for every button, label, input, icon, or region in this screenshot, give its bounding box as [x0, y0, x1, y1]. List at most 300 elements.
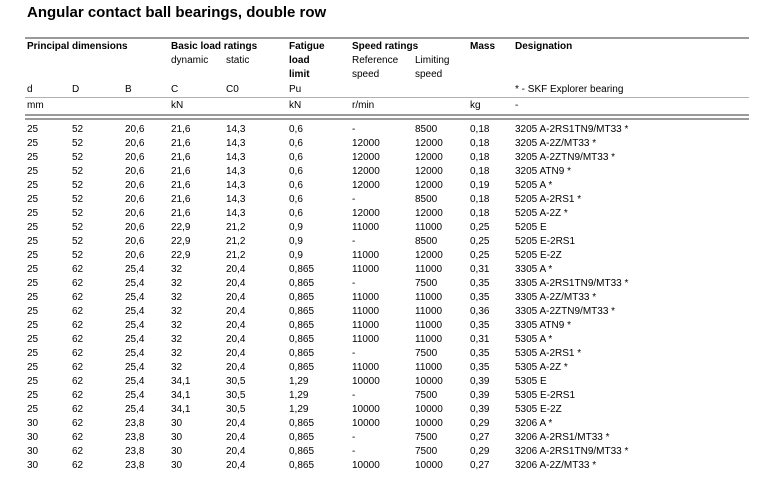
table-row	[0, 291, 757, 305]
header-speed-ratings: Speed ratings	[352, 41, 419, 52]
cell-mass: 0,27	[470, 432, 490, 443]
body-rule-1	[25, 114, 749, 116]
table-row	[0, 389, 757, 403]
cell-C: 30	[171, 418, 183, 429]
cell-B: 20,6	[125, 250, 145, 261]
cell-C: 22,9	[171, 222, 191, 233]
cell-reference-speed: -	[352, 278, 356, 289]
cell-designation: 3206 A *	[515, 418, 553, 429]
cell-D: 62	[72, 334, 84, 345]
header-fatigue: Fatigue	[289, 41, 325, 52]
cell-d: 25	[27, 376, 39, 387]
cell-C0: 14,3	[226, 208, 246, 219]
cell-B: 23,8	[125, 446, 145, 457]
cell-d: 25	[27, 180, 39, 191]
symbol-C: C	[171, 84, 179, 95]
cell-C: 32	[171, 306, 183, 317]
cell-designation: 5305 E-2Z	[515, 404, 562, 415]
subheader-limiting-speed: speed	[415, 69, 443, 80]
cell-C: 34,1	[171, 404, 191, 415]
cell-C0: 20,4	[226, 348, 246, 359]
cell-Pu: 0,865	[289, 432, 315, 443]
cell-D: 62	[72, 292, 84, 303]
cell-mass: 0,18	[470, 124, 490, 135]
cell-D: 52	[72, 152, 84, 163]
cell-B: 25,4	[125, 292, 145, 303]
table-row	[0, 445, 757, 459]
cell-limiting-speed: 7500	[415, 348, 438, 359]
cell-B: 20,6	[125, 208, 145, 219]
cell-mass: 0,39	[470, 390, 490, 401]
cell-Pu: 0,9	[289, 250, 303, 261]
cell-D: 62	[72, 446, 84, 457]
cell-reference-speed: 12000	[352, 166, 380, 177]
cell-C: 21,6	[171, 124, 191, 135]
table-row	[0, 347, 757, 361]
cell-d: 25	[27, 138, 39, 149]
cell-designation: 5305 A-2RS1 *	[515, 348, 582, 359]
unit-kn-fatigue: kN	[289, 100, 302, 111]
cell-limiting-speed: 10000	[415, 376, 443, 387]
cell-Pu: 0,6	[289, 138, 303, 149]
cell-C: 22,9	[171, 236, 191, 247]
cell-d: 25	[27, 390, 39, 401]
cell-designation: 5305 A-2Z *	[515, 362, 568, 373]
cell-D: 62	[72, 306, 84, 317]
cell-mass: 0,39	[470, 376, 490, 387]
cell-reference-speed: 11000	[352, 264, 380, 275]
cell-designation: 5205 E-2Z	[515, 250, 562, 261]
cell-mass: 0,35	[470, 278, 490, 289]
cell-B: 25,4	[125, 348, 145, 359]
cell-d: 25	[27, 208, 39, 219]
cell-C: 32	[171, 264, 183, 275]
cell-d: 30	[27, 460, 39, 471]
cell-mass: 0,35	[470, 362, 490, 373]
header-designation: Designation	[515, 41, 573, 52]
cell-d: 25	[27, 152, 39, 163]
cell-limiting-speed: 8500	[415, 124, 438, 135]
cell-D: 62	[72, 432, 84, 443]
cell-mass: 0,18	[470, 194, 490, 205]
cell-designation: 5305 A *	[515, 334, 553, 345]
cell-designation: 3206 A-2Z/MT33 *	[515, 460, 597, 471]
cell-B: 25,4	[125, 376, 145, 387]
cell-mass: 0,39	[470, 404, 490, 415]
cell-reference-speed: 12000	[352, 138, 380, 149]
cell-C0: 14,3	[226, 180, 246, 191]
cell-d: 25	[27, 222, 39, 233]
table-row	[0, 417, 757, 431]
cell-Pu: 0,6	[289, 152, 303, 163]
cell-B: 20,6	[125, 124, 145, 135]
cell-C0: 14,3	[226, 166, 246, 177]
cell-designation: 3305 A *	[515, 264, 553, 275]
cell-reference-speed: 12000	[352, 180, 380, 191]
cell-B: 25,4	[125, 278, 145, 289]
cell-D: 52	[72, 124, 84, 135]
cell-C0: 21,2	[226, 236, 246, 247]
cell-D: 62	[72, 278, 84, 289]
cell-limiting-speed: 11000	[415, 292, 443, 303]
body-rule-2	[25, 118, 749, 120]
cell-C0: 20,4	[226, 460, 246, 471]
cell-B: 25,4	[125, 390, 145, 401]
cell-D: 62	[72, 264, 84, 275]
cell-Pu: 0,6	[289, 124, 303, 135]
cell-d: 25	[27, 236, 39, 247]
cell-C: 21,6	[171, 152, 191, 163]
cell-mass: 0,25	[470, 250, 490, 261]
cell-limiting-speed: 12000	[415, 138, 443, 149]
cell-limiting-speed: 12000	[415, 166, 443, 177]
cell-C: 32	[171, 348, 183, 359]
cell-designation: 3305 A-2RS1TN9/MT33 *	[515, 278, 629, 289]
cell-d: 25	[27, 264, 39, 275]
cell-B: 23,8	[125, 418, 145, 429]
cell-mass: 0,25	[470, 222, 490, 233]
cell-limiting-speed: 11000	[415, 334, 443, 345]
cell-limiting-speed: 7500	[415, 390, 438, 401]
cell-reference-speed: 11000	[352, 292, 380, 303]
cell-limiting-speed: 11000	[415, 264, 443, 275]
cell-C0: 14,3	[226, 152, 246, 163]
cell-designation: 5205 E-2RS1	[515, 236, 576, 247]
header-basic-load-ratings: Basic load ratings	[171, 41, 258, 52]
cell-C0: 14,3	[226, 138, 246, 149]
cell-limiting-speed: 12000	[415, 250, 443, 261]
cell-reference-speed: 11000	[352, 334, 380, 345]
cell-d: 25	[27, 320, 39, 331]
cell-d: 25	[27, 278, 39, 289]
cell-reference-speed: -	[352, 236, 356, 247]
cell-C0: 20,4	[226, 264, 246, 275]
cell-limiting-speed: 11000	[415, 362, 443, 373]
cell-B: 20,6	[125, 180, 145, 191]
cell-limiting-speed: 12000	[415, 180, 443, 191]
cell-reference-speed: 10000	[352, 376, 380, 387]
cell-D: 52	[72, 194, 84, 205]
table-row	[0, 333, 757, 347]
subheader-reference-speed: speed	[352, 69, 380, 80]
header-mass: Mass	[470, 41, 496, 52]
cell-limiting-speed: 7500	[415, 278, 438, 289]
cell-Pu: 0,865	[289, 292, 315, 303]
cell-limiting-speed: 7500	[415, 446, 438, 457]
symbol-Pu: Pu	[289, 84, 302, 95]
table-row	[0, 249, 757, 263]
cell-limiting-speed: 11000	[415, 222, 443, 233]
cell-C: 32	[171, 334, 183, 345]
cell-limiting-speed: 10000	[415, 404, 443, 415]
cell-Pu: 0,6	[289, 166, 303, 177]
cell-d: 25	[27, 124, 39, 135]
cell-limiting-speed: 11000	[415, 306, 443, 317]
cell-designation: 3305 A-2ZTN9/MT33 *	[515, 306, 616, 317]
top-rule	[25, 37, 749, 39]
cell-designation: 5205 A-2RS1 *	[515, 194, 582, 205]
cell-C0: 30,5	[226, 404, 246, 415]
cell-designation: 3206 A-2RS1/MT33 *	[515, 432, 610, 443]
cell-reference-speed: -	[352, 446, 356, 457]
cell-Pu: 1,29	[289, 404, 309, 415]
table-row	[0, 179, 757, 193]
cell-reference-speed: -	[352, 348, 356, 359]
cell-mass: 0,18	[470, 152, 490, 163]
cell-B: 23,8	[125, 460, 145, 471]
cell-C: 21,6	[171, 138, 191, 149]
symbol-B: B	[125, 84, 132, 95]
cell-C0: 20,4	[226, 292, 246, 303]
cell-Pu: 0,865	[289, 418, 315, 429]
table-row	[0, 151, 757, 165]
cell-C0: 20,4	[226, 432, 246, 443]
cell-Pu: 0,865	[289, 264, 315, 275]
cell-C0: 30,5	[226, 376, 246, 387]
cell-d: 25	[27, 292, 39, 303]
subheader-static: static	[226, 55, 250, 66]
cell-d: 25	[27, 404, 39, 415]
cell-reference-speed: 10000	[352, 404, 380, 415]
cell-limiting-speed: 7500	[415, 432, 438, 443]
cell-B: 23,8	[125, 432, 145, 443]
cell-mass: 0,29	[470, 418, 490, 429]
cell-limiting-speed: 12000	[415, 208, 443, 219]
header-fatigue-limit: limit	[289, 69, 310, 80]
cell-C: 21,6	[171, 166, 191, 177]
cell-C0: 14,3	[226, 124, 246, 135]
cell-designation: 3305 A-2Z/MT33 *	[515, 292, 597, 303]
subheader-reference: Reference	[352, 55, 399, 66]
cell-B: 25,4	[125, 404, 145, 415]
cell-C: 21,6	[171, 180, 191, 191]
cell-B: 25,4	[125, 320, 145, 331]
cell-reference-speed: -	[352, 124, 356, 135]
cell-C: 32	[171, 362, 183, 373]
cell-reference-speed: 11000	[352, 222, 380, 233]
cell-d: 25	[27, 334, 39, 345]
cell-Pu: 0,865	[289, 362, 315, 373]
cell-D: 62	[72, 320, 84, 331]
cell-Pu: 1,29	[289, 390, 309, 401]
cell-reference-speed: 10000	[352, 418, 380, 429]
cell-Pu: 0,9	[289, 236, 303, 247]
cell-C: 30	[171, 460, 183, 471]
cell-B: 20,6	[125, 166, 145, 177]
cell-mass: 0,29	[470, 446, 490, 457]
cell-B: 20,6	[125, 236, 145, 247]
units-rule	[25, 97, 749, 98]
cell-d: 30	[27, 446, 39, 457]
cell-Pu: 0,865	[289, 320, 315, 331]
cell-reference-speed: -	[352, 432, 356, 443]
table-row	[0, 193, 757, 207]
table-row	[0, 305, 757, 319]
cell-Pu: 0,6	[289, 194, 303, 205]
cell-Pu: 0,865	[289, 306, 315, 317]
cell-Pu: 0,865	[289, 278, 315, 289]
table-title: Angular contact ball bearings, double row	[27, 4, 327, 21]
cell-C: 34,1	[171, 376, 191, 387]
explorer-note: * - SKF Explorer bearing	[515, 84, 624, 95]
cell-d: 25	[27, 194, 39, 205]
cell-C: 32	[171, 278, 183, 289]
cell-C0: 20,4	[226, 278, 246, 289]
symbol-D: D	[72, 84, 80, 95]
table-row	[0, 319, 757, 333]
cell-reference-speed: 12000	[352, 152, 380, 163]
cell-designation: 3205 A-2Z/MT33 *	[515, 138, 597, 149]
cell-C0: 30,5	[226, 390, 246, 401]
cell-d: 25	[27, 306, 39, 317]
cell-mass: 0,27	[470, 460, 490, 471]
table-row	[0, 361, 757, 375]
cell-C: 30	[171, 432, 183, 443]
table-row	[0, 277, 757, 291]
cell-Pu: 0,865	[289, 348, 315, 359]
table-row	[0, 263, 757, 277]
cell-D: 52	[72, 250, 84, 261]
cell-Pu: 0,9	[289, 222, 303, 233]
cell-designation: 3205 A-2RS1TN9/MT33 *	[515, 124, 629, 135]
header-fatigue-load: load	[289, 55, 310, 66]
cell-C0: 14,3	[226, 194, 246, 205]
cell-C: 22,9	[171, 250, 191, 261]
table-row	[0, 123, 757, 137]
cell-D: 52	[72, 166, 84, 177]
cell-d: 30	[27, 432, 39, 443]
cell-mass: 0,35	[470, 348, 490, 359]
cell-Pu: 0,865	[289, 460, 315, 471]
cell-B: 25,4	[125, 334, 145, 345]
cell-designation: 5205 A-2Z *	[515, 208, 568, 219]
cell-C0: 20,4	[226, 320, 246, 331]
cell-D: 62	[72, 348, 84, 359]
cell-designation: 5205 A *	[515, 180, 553, 191]
cell-Pu: 0,6	[289, 180, 303, 191]
cell-C0: 20,4	[226, 418, 246, 429]
cell-mass: 0,18	[470, 208, 490, 219]
cell-reference-speed: 11000	[352, 306, 380, 317]
table-row	[0, 403, 757, 417]
cell-limiting-speed: 11000	[415, 320, 443, 331]
cell-reference-speed: 11000	[352, 250, 380, 261]
cell-limiting-speed: 10000	[415, 418, 443, 429]
cell-mass: 0,31	[470, 334, 490, 345]
cell-D: 52	[72, 138, 84, 149]
cell-limiting-speed: 8500	[415, 236, 438, 247]
cell-C: 21,6	[171, 194, 191, 205]
cell-C0: 21,2	[226, 250, 246, 261]
cell-C: 34,1	[171, 390, 191, 401]
header-principal-dimensions: Principal dimensions	[27, 41, 128, 52]
cell-D: 52	[72, 180, 84, 191]
cell-mass: 0,25	[470, 236, 490, 247]
subheader-dynamic: dynamic	[171, 55, 209, 66]
cell-limiting-speed: 8500	[415, 194, 438, 205]
symbol-d: d	[27, 84, 33, 95]
cell-mass: 0,35	[470, 292, 490, 303]
cell-D: 62	[72, 460, 84, 471]
cell-Pu: 1,29	[289, 376, 309, 387]
cell-limiting-speed: 12000	[415, 152, 443, 163]
cell-designation: 3205 A-2ZTN9/MT33 *	[515, 152, 616, 163]
cell-B: 25,4	[125, 362, 145, 373]
cell-designation: 5305 E	[515, 376, 547, 387]
cell-designation: 3305 ATN9 *	[515, 320, 571, 331]
cell-B: 25,4	[125, 306, 145, 317]
unit-rmin: r/min	[352, 100, 375, 111]
cell-C: 21,6	[171, 208, 191, 219]
table-row	[0, 431, 757, 445]
cell-designation: 5305 E-2RS1	[515, 390, 576, 401]
cell-B: 20,6	[125, 138, 145, 149]
table-row	[0, 221, 757, 235]
symbol-C0: C0	[226, 84, 239, 95]
cell-mass: 0,35	[470, 320, 490, 331]
cell-mass: 0,18	[470, 138, 490, 149]
cell-D: 52	[72, 208, 84, 219]
subheader-limiting: Limiting	[415, 55, 450, 66]
cell-reference-speed: -	[352, 390, 356, 401]
cell-C: 32	[171, 320, 183, 331]
cell-d: 30	[27, 418, 39, 429]
unit-kn-load: kN	[171, 100, 184, 111]
table-row	[0, 207, 757, 221]
cell-d: 25	[27, 348, 39, 359]
cell-Pu: 0,6	[289, 208, 303, 219]
cell-mass: 0,31	[470, 264, 490, 275]
cell-mass: 0,18	[470, 166, 490, 177]
cell-D: 52	[72, 222, 84, 233]
cell-d: 25	[27, 166, 39, 177]
cell-reference-speed: 11000	[352, 362, 380, 373]
cell-reference-speed: 12000	[352, 208, 380, 219]
cell-D: 62	[72, 404, 84, 415]
cell-reference-speed: 10000	[352, 460, 380, 471]
unit-kg: kg	[470, 100, 481, 111]
cell-d: 25	[27, 250, 39, 261]
unit-designation: -	[515, 100, 519, 111]
cell-designation: 5205 E	[515, 222, 547, 233]
cell-C0: 20,4	[226, 446, 246, 457]
cell-d: 25	[27, 362, 39, 373]
table-row	[0, 375, 757, 389]
cell-reference-speed: -	[352, 194, 356, 205]
cell-D: 62	[72, 418, 84, 429]
cell-B: 20,6	[125, 222, 145, 233]
cell-mass: 0,36	[470, 306, 490, 317]
cell-B: 25,4	[125, 264, 145, 275]
cell-Pu: 0,865	[289, 446, 315, 457]
cell-designation: 3206 A-2RS1TN9/MT33 *	[515, 446, 629, 457]
cell-C0: 20,4	[226, 306, 246, 317]
table-row	[0, 235, 757, 249]
cell-C: 30	[171, 446, 183, 457]
cell-reference-speed: 11000	[352, 320, 380, 331]
cell-B: 20,6	[125, 152, 145, 163]
cell-D: 52	[72, 236, 84, 247]
cell-Pu: 0,865	[289, 334, 315, 345]
table-row	[0, 165, 757, 179]
cell-C0: 21,2	[226, 222, 246, 233]
unit-mm: mm	[27, 100, 44, 111]
cell-D: 62	[72, 390, 84, 401]
cell-C0: 20,4	[226, 362, 246, 373]
cell-D: 62	[72, 376, 84, 387]
cell-designation: 3205 ATN9 *	[515, 166, 571, 177]
table-row	[0, 137, 757, 151]
